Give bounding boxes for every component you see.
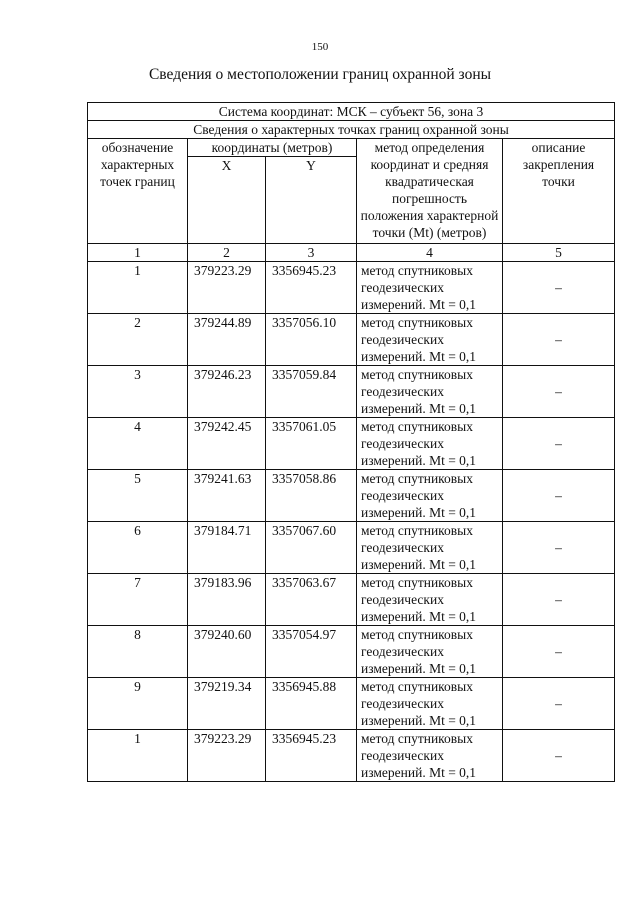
coordinate-y: 3357061.05 xyxy=(266,418,357,470)
coordinate-y: 3356945.23 xyxy=(266,262,357,314)
column-number-1: 1 xyxy=(88,244,188,262)
table-row xyxy=(88,522,615,574)
document-title: Сведения о местоположении границ охранной зоны xyxy=(148,66,492,83)
coordinate-y: 3357056.10 xyxy=(266,314,357,366)
coordinate-y: 3357054.97 xyxy=(266,626,357,678)
coordinate-system-header: Система координат: МСК – субъект 56, зона 3 xyxy=(88,103,615,121)
point-description: – xyxy=(503,418,615,470)
header-coordinates: координаты (метров) xyxy=(188,139,357,157)
determination-method: метод спутниковых геодезических измерений. Mt = 0,1 xyxy=(357,262,503,314)
coordinate-x: 379241.63 xyxy=(188,470,266,522)
determination-method: метод спутниковых геодезических измерений. Mt = 0,1 xyxy=(357,574,503,626)
header-x: X xyxy=(188,157,266,244)
point-description: – xyxy=(503,574,615,626)
coordinate-y: 3356945.88 xyxy=(266,678,357,730)
column-number-2: 2 xyxy=(188,244,266,262)
point-description: – xyxy=(503,678,615,730)
header-designation: обозначение характерных точек границ xyxy=(88,139,188,244)
point-designation: 6 xyxy=(88,522,188,574)
determination-method: метод спутниковых геодезических измерений. Mt = 0,1 xyxy=(357,314,503,366)
coordinate-x: 379223.29 xyxy=(188,730,266,782)
table-row xyxy=(88,262,615,314)
coordinate-x: 379244.89 xyxy=(188,314,266,366)
point-designation: 8 xyxy=(88,626,188,678)
determination-method: метод спутниковых геодезических измерений. Mt = 0,1 xyxy=(357,730,503,782)
header-method: метод определения координат и средняя квадратическая погрешность положения характерной точки (Mt) (метров) xyxy=(357,139,503,244)
coordinate-x: 379242.45 xyxy=(188,418,266,470)
determination-method: метод спутниковых геодезических измерений. Mt = 0,1 xyxy=(357,626,503,678)
determination-method: метод спутниковых геодезических измерений. Mt = 0,1 xyxy=(357,366,503,418)
determination-method: метод спутниковых геодезических измерений. Mt = 0,1 xyxy=(357,678,503,730)
header-y: Y xyxy=(266,157,357,244)
coordinate-x: 379246.23 xyxy=(188,366,266,418)
table-row xyxy=(88,626,615,678)
table-row xyxy=(88,730,615,782)
page-number: 150 xyxy=(311,41,329,53)
coordinate-x: 379223.29 xyxy=(188,262,266,314)
coordinate-y: 3357059.84 xyxy=(266,366,357,418)
coordinate-x: 379183.96 xyxy=(188,574,266,626)
table-row xyxy=(88,470,615,522)
coordinate-y: 3357067.60 xyxy=(266,522,357,574)
coordinate-y: 3357058.86 xyxy=(266,470,357,522)
coordinate-x: 379219.34 xyxy=(188,678,266,730)
point-designation: 3 xyxy=(88,366,188,418)
coordinate-x: 379240.60 xyxy=(188,626,266,678)
point-designation: 9 xyxy=(88,678,188,730)
column-number-3: 3 xyxy=(266,244,357,262)
point-designation: 1 xyxy=(88,730,188,782)
point-description: – xyxy=(503,470,615,522)
coordinate-y: 3356945.23 xyxy=(266,730,357,782)
table-row xyxy=(88,314,615,366)
point-designation: 2 xyxy=(88,314,188,366)
determination-method: метод спутниковых геодезических измерений. Mt = 0,1 xyxy=(357,418,503,470)
point-description: – xyxy=(503,522,615,574)
points-info-header: Сведения о характерных точках границ охранной зоны xyxy=(88,121,615,139)
table-row xyxy=(88,678,615,730)
point-description: – xyxy=(503,262,615,314)
column-number-5: 5 xyxy=(503,244,615,262)
point-description: – xyxy=(503,730,615,782)
table-row xyxy=(88,418,615,470)
column-number-4: 4 xyxy=(357,244,503,262)
coordinate-x: 379184.71 xyxy=(188,522,266,574)
table-row xyxy=(88,574,615,626)
determination-method: метод спутниковых геодезических измерений. Mt = 0,1 xyxy=(357,470,503,522)
coordinate-y: 3357063.67 xyxy=(266,574,357,626)
header-description: описание закрепления точки xyxy=(503,139,615,244)
point-designation: 4 xyxy=(88,418,188,470)
determination-method: метод спутниковых геодезических измерений. Mt = 0,1 xyxy=(357,522,503,574)
table-row xyxy=(88,366,615,418)
point-designation: 7 xyxy=(88,574,188,626)
point-description: – xyxy=(503,366,615,418)
point-designation: 5 xyxy=(88,470,188,522)
point-designation: 1 xyxy=(88,262,188,314)
point-description: – xyxy=(503,314,615,366)
point-description: – xyxy=(503,626,615,678)
boundary-points-table xyxy=(87,102,615,782)
